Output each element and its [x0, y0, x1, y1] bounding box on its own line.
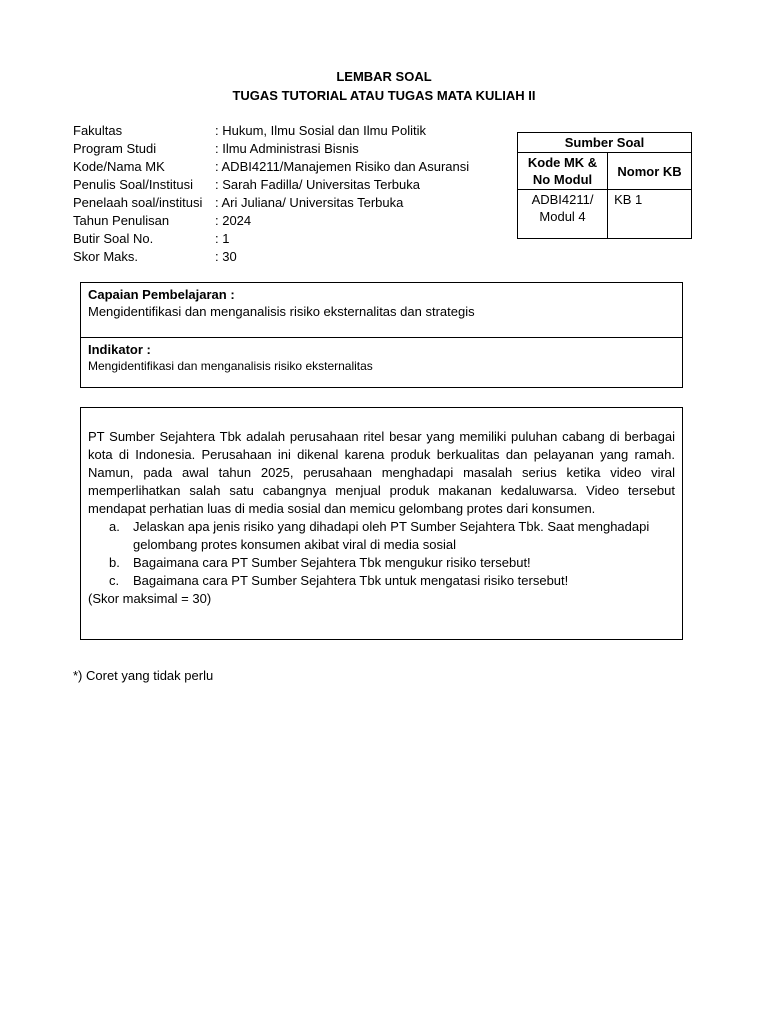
- question-text: Bagaimana cara PT Sumber Sejahtera Tbk mengukur risiko tersebut!: [133, 555, 531, 570]
- col-kode-mk-header: [518, 153, 608, 190]
- meta-row-butir: [73, 230, 469, 248]
- indikator-label: Indikator :: [88, 342, 151, 357]
- meta-row-penelaah: [73, 194, 469, 212]
- question-item: [109, 554, 675, 572]
- meta-row-fakultas: [73, 122, 469, 140]
- meta-row-penulis: [73, 176, 469, 194]
- meta-value: : ADBI4211/Manajemen Risiko dan Asuransi: [215, 159, 470, 174]
- capaian-text: Mengidentifikasi dan menganalisis risiko eksternalitas dan strategis: [88, 304, 475, 319]
- meta-value: : Sarah Fadilla/ Universitas Terbuka: [215, 177, 420, 192]
- question-marker: c.: [109, 573, 120, 588]
- score-note: (Skor maksimal = 30): [88, 591, 212, 606]
- meta-value: : 2024: [215, 213, 252, 228]
- col-nomor-kb-header: Nomor KB: [608, 153, 692, 190]
- capaian-section: [81, 283, 682, 338]
- meta-value: : 30: [215, 249, 237, 264]
- meta-label: Skor Maks.: [73, 249, 139, 264]
- course-info: [73, 122, 469, 266]
- footnote: *) Coret yang tidak perlu: [73, 668, 214, 683]
- meta-label: Butir Soal No.: [73, 231, 154, 246]
- case-paragraph: PT Sumber Sejahtera Tbk adalah perusahaan ritel besar yang memiliki puluhan cabang di berbagai kota di Indonesia. Perusahaan ini dikenal karena produk berkualitas dan pelayanan yang ramah. Namun, pada awal tahun 2025, perusahaan menghadapi masalah serius ketika video viral memperlihatkan salah satu cabangnya menjual produk makanan kedaluwarsa. Video tersebut mendapat perhatian luas di media sosial dan memicu gelombang protes dari konsumen.: [88, 429, 675, 516]
- meta-label: Kode/Nama MK: [73, 159, 165, 174]
- question-marker: a.: [109, 519, 120, 534]
- learning-outcomes-box: [80, 282, 683, 388]
- document-title: LEMBAR SOAL: [336, 69, 432, 84]
- source-table: [517, 132, 692, 239]
- question-list: [88, 518, 675, 590]
- capaian-label: Capaian Pembelajaran :: [88, 287, 235, 302]
- meta-value: : Hukum, Ilmu Sosial dan Ilmu Politik: [215, 123, 426, 138]
- meta-label: Tahun Penulisan: [73, 213, 170, 228]
- kode-mk-cell: [518, 190, 608, 239]
- meta-label: Program Studi: [73, 141, 157, 156]
- kode-mk-line1: ADBI4211/: [531, 192, 594, 207]
- meta-value: : Ilmu Administrasi Bisnis: [215, 141, 359, 156]
- meta-row-program-studi: [73, 140, 469, 158]
- meta-value: : 1: [215, 231, 230, 246]
- meta-value: : Ari Juliana/ Universitas Terbuka: [215, 195, 404, 210]
- question-item: [109, 572, 675, 590]
- source-table-header: Sumber Soal: [518, 133, 692, 153]
- col-kode-mk-header-line2: No Modul: [532, 172, 593, 187]
- col-kode-mk-header-line1: Kode MK &: [527, 155, 598, 170]
- meta-row-kode-mk: [73, 158, 469, 176]
- kode-mk-line2: Modul 4: [539, 209, 586, 224]
- document-subtitle: TUGAS TUTORIAL ATAU TUGAS MATA KULIAH II: [232, 88, 536, 103]
- meta-label: Penulis Soal/Institusi: [73, 177, 193, 192]
- question-text: Jelaskan apa jenis risiko yang dihadapi oleh PT Sumber Sejahtera Tbk. Saat menghadapi gelombang protes konsumen akibat viral di media sosial: [133, 519, 650, 552]
- question-box: [80, 407, 683, 640]
- question-text: Bagaimana cara PT Sumber Sejahtera Tbk untuk mengatasi risiko tersebut!: [133, 573, 569, 588]
- question-item: [109, 518, 675, 554]
- meta-row-tahun: [73, 212, 469, 230]
- indikator-section: [81, 338, 682, 378]
- meta-row-skor: [73, 248, 469, 266]
- question-marker: b.: [109, 555, 120, 570]
- indikator-text: Mengidentifikasi dan menganalisis risiko eksternalitas: [88, 359, 373, 373]
- meta-label: Fakultas: [73, 123, 123, 138]
- meta-label: Penelaah soal/institusi: [73, 195, 203, 210]
- nomor-kb-cell: KB 1: [608, 190, 692, 239]
